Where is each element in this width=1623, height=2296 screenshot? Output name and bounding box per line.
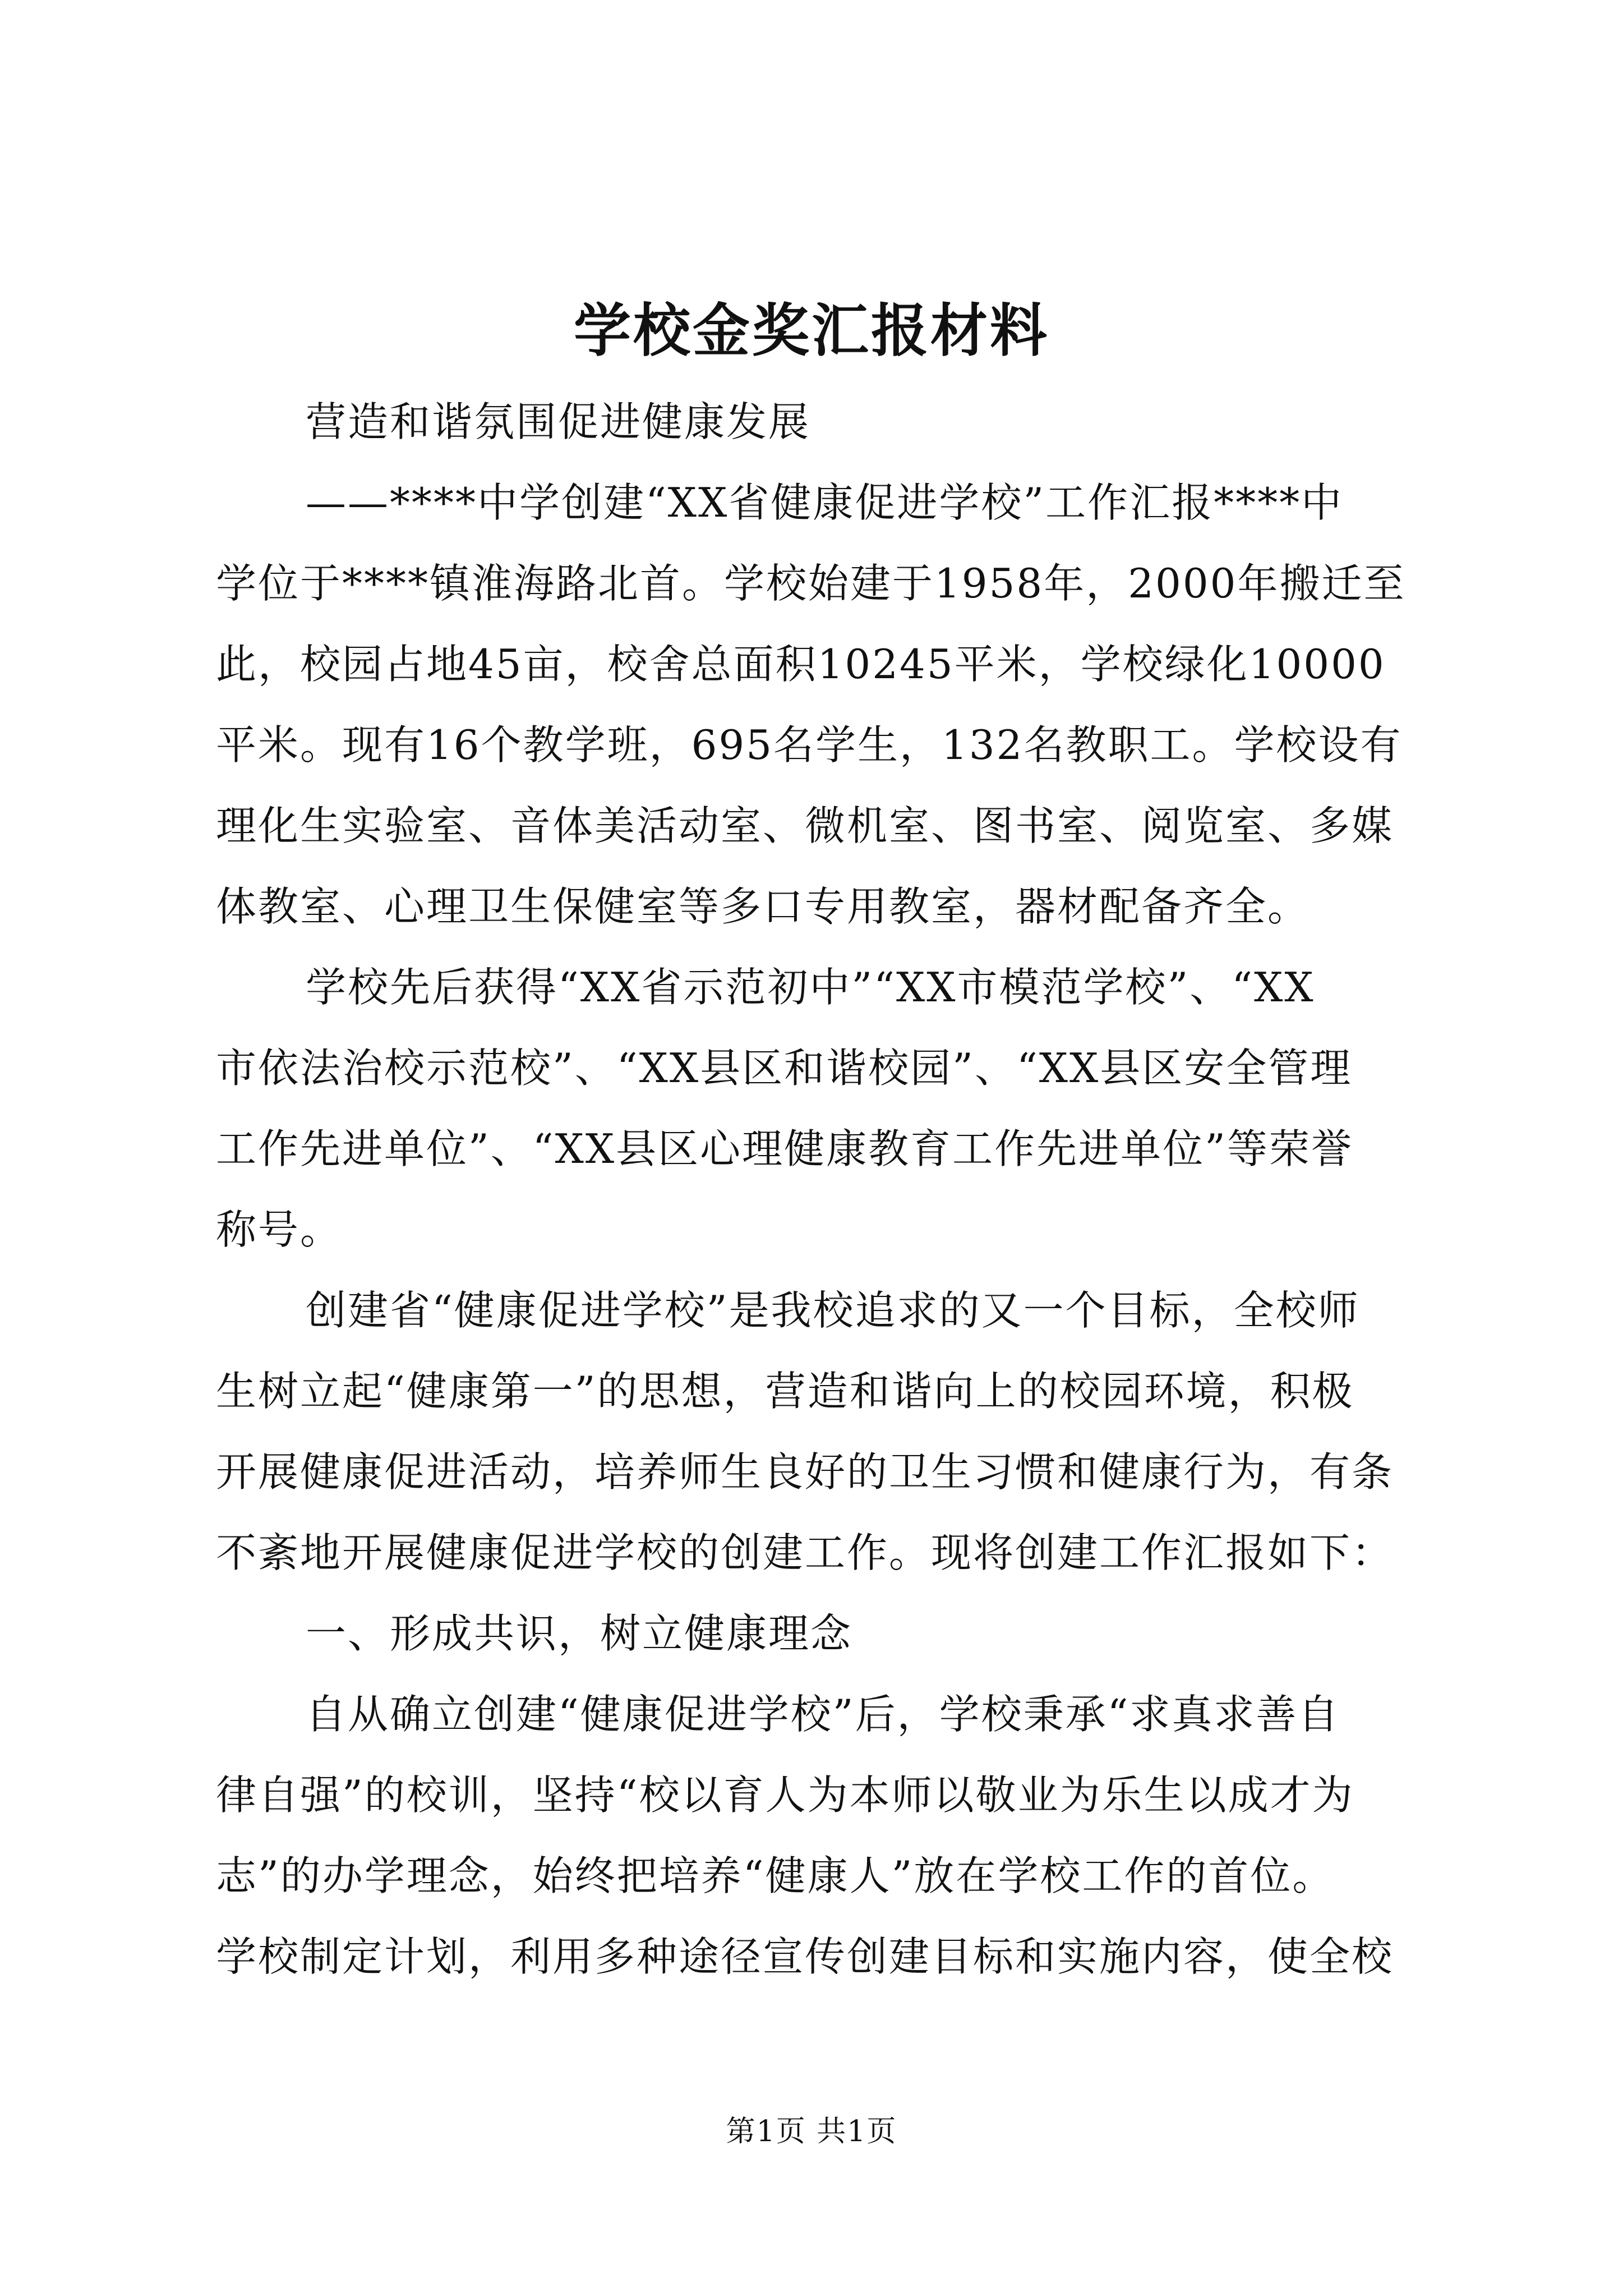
section-heading: 一、形成共识，树立健康理念 bbox=[306, 1610, 853, 1657]
subtitle-line: 营造和谐氛围促进健康发展 bbox=[306, 398, 811, 445]
paragraph-line: 创建省“健康促进学校”是我校追求的又一个目标，全校师 bbox=[306, 1287, 1360, 1334]
document-body bbox=[216, 381, 1427, 1997]
paragraph-line: 生树立起“健康第一”的思想，营造和谐向上的校园环境，积极 bbox=[216, 1368, 1354, 1415]
paragraph-line: 称号。 bbox=[216, 1206, 343, 1253]
paragraph-line: 律自强”的校训，坚持“校以育人为本师以敬业为乐生以成才为 bbox=[216, 1772, 1354, 1819]
page-footer: 第1页 共1页 bbox=[726, 2115, 897, 2148]
paragraph-line: 志”的办学理念，始终把培养“健康人”放在学校工作的首位。 bbox=[216, 1852, 1335, 1899]
paragraph-line: 此，校园占地45亩，校舍总面积10245平米，学校绿化10000 bbox=[216, 641, 1386, 688]
paragraph-line: 开展健康促进活动，培养师生良好的卫生习惯和健康行为，有条 bbox=[216, 1448, 1394, 1496]
paragraph-line: 理化生实验室、音体美活动室、微机室、图书室、阅览室、多媒 bbox=[216, 802, 1394, 849]
paragraph-line: 市依法治校示范校”、“XX县区和谐校园”、“XX县区安全管理 bbox=[216, 1045, 1353, 1092]
document-title: 学校金奖汇报材料 bbox=[574, 297, 1049, 365]
paragraph-line: 学校制定计划，利用多种途径宣传创建目标和实施内容，使全校 bbox=[216, 1933, 1394, 1980]
paragraph-line: 自从确立创建“健康促进学校”后，学校秉承“求真求善自 bbox=[306, 1691, 1340, 1738]
paragraph-line: ——****中学创建“XX省健康促进学校”工作汇报****中 bbox=[306, 479, 1344, 526]
paragraph-line: 体教室、心理卫生保健室等多口专用教室，器材配备齐全。 bbox=[216, 883, 1310, 930]
paragraph-line: 学位于****镇淮海路北首。学校始建于1958年，2000年搬迁至 bbox=[216, 560, 1406, 607]
paragraph-line: 工作先进单位”、“XX县区心理健康教育工作先进单位”等荣誉 bbox=[216, 1125, 1353, 1172]
paragraph-line: 学校先后获得“XX省示范初中”“XX市模范学校”、“XX bbox=[306, 964, 1315, 1011]
paragraph-line: 平米。现有16个教学班，695名学生，132名教职工。学校设有 bbox=[216, 721, 1403, 769]
paragraph-line: 不紊地开展健康促进学校的创建工作。现将创建工作汇报如下： bbox=[216, 1529, 1394, 1576]
